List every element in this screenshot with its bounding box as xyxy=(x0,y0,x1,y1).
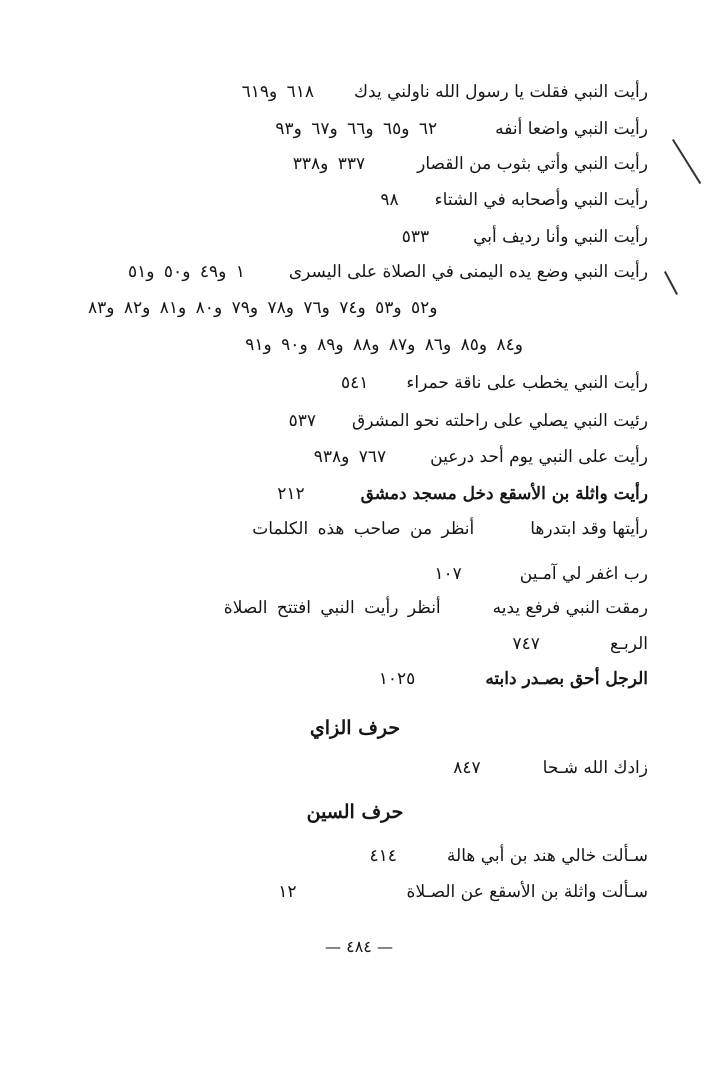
index-entry xyxy=(434,562,648,586)
page-number: — ٤٨٤ — xyxy=(325,937,393,956)
entry-phrase: رأيت النبي يخطب على ناقة حمراء xyxy=(406,373,648,393)
index-entry xyxy=(275,117,648,141)
index-entry xyxy=(128,260,648,284)
entry-reference: ١٢ xyxy=(278,882,297,902)
entry-reference: ١٠٢٥ xyxy=(378,669,416,689)
entry-reference: أنظر من صاحب هذه الكلمات xyxy=(252,519,475,539)
entry-phrase: رأيت النبي وأتي بثوب من القصار xyxy=(417,154,648,174)
entry-phrase: رئيت النبي يصلي على راحلته نحو المشرق xyxy=(352,411,648,431)
margin-stroke-mark xyxy=(672,139,701,184)
index-entry xyxy=(289,409,648,433)
entry-reference: ٩٨ xyxy=(380,190,399,210)
index-entry xyxy=(370,844,649,868)
entry-continuation: و٥٢ و٥٣ و٧٤ و٧٦ و٧٨ و٧٩ و٨٠ و٨١ و٨٢ و٨٣ xyxy=(88,298,438,318)
entry-reference: أنظر رأيت النبي افتتح الصلاة xyxy=(223,598,441,618)
index-entry xyxy=(453,756,648,780)
entry-reference: ٢١٢ xyxy=(277,484,305,504)
entry-reference: ٣٣٧ و٣٣٨ xyxy=(292,154,366,174)
entry-phrase: رأيت واثلة بن الأسقع دخل مسجد دمشق xyxy=(360,484,648,504)
entry-phrase: زادك الله شـحا xyxy=(542,758,648,778)
entry-reference: ٦١٨ و٦١٩ xyxy=(241,82,315,102)
entry-phrase: الربـع xyxy=(609,634,648,654)
index-entry xyxy=(513,632,648,656)
index-entry xyxy=(402,225,648,249)
entry-phrase: رأيت النبي فقلت يا رسول الله ناولني يدك xyxy=(354,82,648,102)
entry-reference: ٥٤١ xyxy=(341,373,369,393)
index-entry xyxy=(379,667,648,691)
entry-phrase: رب اغفر لي آمـين xyxy=(519,564,648,584)
entry-reference: ٦٢ و٦٥ و٦٦ و٦٧ و٩٣ xyxy=(275,119,438,139)
index-entry xyxy=(341,371,648,395)
index-entry xyxy=(293,152,648,176)
entry-continuation: و٨٤ و٨٥ و٨٦ و٨٧ و٨٨ و٨٩ و٩٠ و٩١ xyxy=(245,335,523,355)
index-entry xyxy=(242,80,648,104)
entry-reference: ٤١٤ xyxy=(369,846,397,866)
margin-stroke-mark xyxy=(664,271,678,295)
entry-reference: ٥٣٣ xyxy=(401,227,430,247)
entry-reference: ١ و٤٩ و٥٠ و٥١ xyxy=(128,262,245,282)
entry-phrase: رأيت النبي وأنا رديف أبي xyxy=(473,227,648,247)
entry-reference: ٧٤٧ xyxy=(512,634,540,654)
section-heading-seen: حرف السين xyxy=(306,801,404,823)
entry-phrase: رمقت النبي فرفع يديه xyxy=(492,598,648,618)
index-entry xyxy=(224,596,648,620)
index-entry xyxy=(380,188,648,212)
entry-reference: ٧٦٧ و٩٣٨ xyxy=(313,447,387,467)
entry-reference: ٥٣٧ xyxy=(288,411,316,431)
entry-phrase: رأيت النبي وأصحابه في الشتاء xyxy=(434,190,648,210)
entry-phrase: الرجل أحق بصـدر دابته xyxy=(485,669,648,689)
entry-phrase: رأيت النبي واضعا أنفه xyxy=(495,119,648,139)
index-entry xyxy=(277,482,648,506)
entry-phrase: سـألت خالي هند بن أبي هالة xyxy=(446,846,648,866)
entry-reference: ١٠٧ xyxy=(434,564,462,584)
index-entry xyxy=(314,445,648,469)
entry-phrase: رأيت النبي وضع يده اليمنى في الصلاة على اليسرى xyxy=(288,262,648,282)
index-entry xyxy=(252,517,648,541)
entry-phrase: رأيتها وقد ابتدرها xyxy=(530,519,648,539)
entry-reference: ٨٤٧ xyxy=(453,758,481,778)
index-entry xyxy=(278,880,648,904)
entry-phrase: رأيت على النبي يوم أحد درعين xyxy=(430,447,648,467)
section-heading-zay: حرف الزاي xyxy=(309,717,401,739)
entry-phrase: سـألت واثلة بن الأسقع عن الصـلاة xyxy=(406,882,648,902)
